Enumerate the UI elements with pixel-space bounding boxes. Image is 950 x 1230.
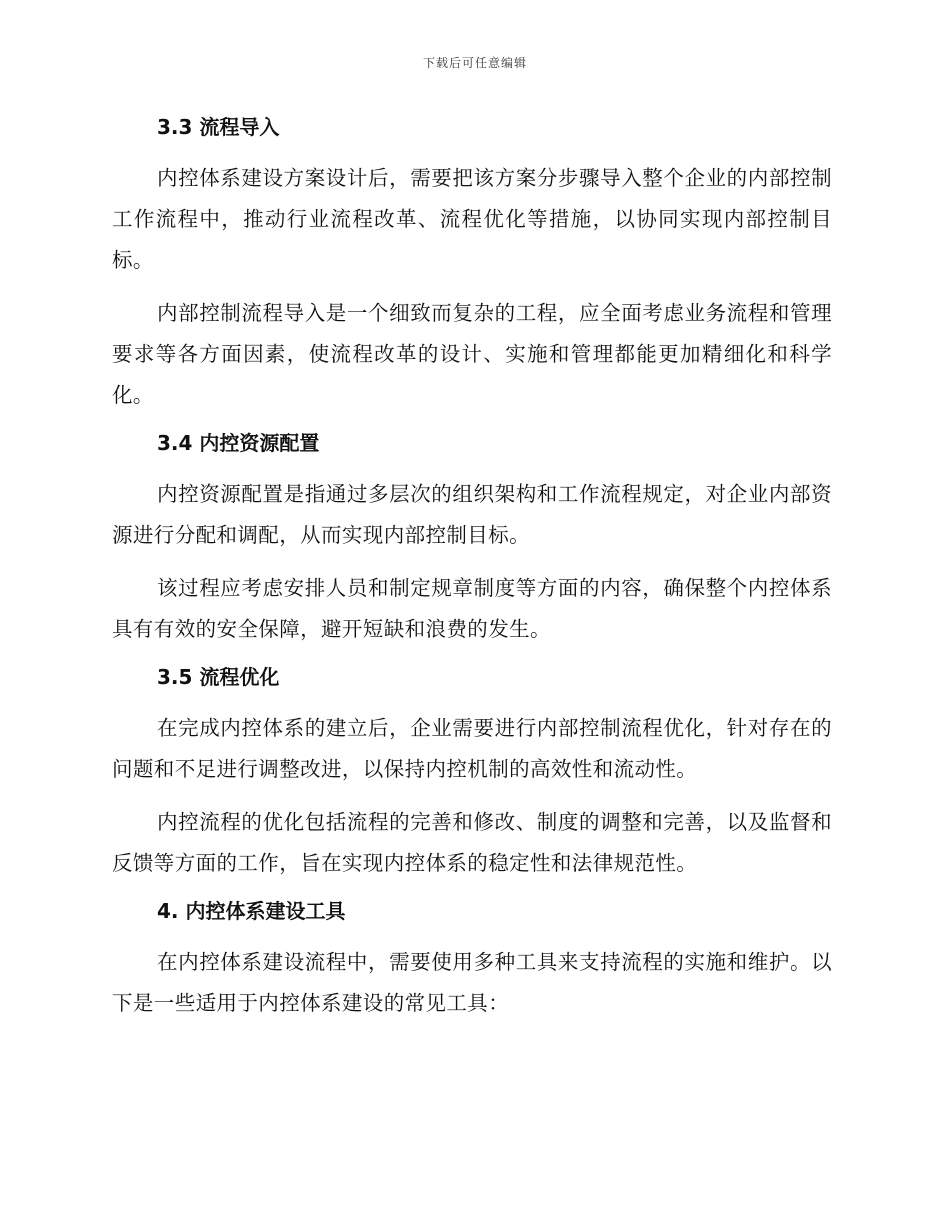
section-3-3	[112, 112, 832, 416]
section-heading: 3.4 内控资源配置	[157, 431, 320, 455]
section-3-4	[112, 428, 832, 650]
page-header: 下载后可任意编辑	[422, 56, 527, 70]
paragraph: 内控体系建设方案设计后，需要把该方案分步骤导入整个企业的内部控制工作流程中，推动行业流程改革、流程优化等措施，以协同实现内部控制目标。	[112, 166, 832, 272]
paragraph: 在内控体系建设流程中，需要使用多种工具来支持流程的实施和维护。以下是一些适用于内控体系建设的常见工具：	[112, 950, 832, 1015]
section-3-5	[112, 662, 832, 884]
paragraph: 内控流程的优化包括流程的完善和修改、制度的调整和完善，以及监督和反馈等方面的工作，旨在实现内控体系的稳定性和法律规范性。	[112, 810, 832, 875]
paragraph: 内控资源配置是指通过多层次的组织架构和工作流程规定，对企业内部资源进行分配和调配，从而实现内部控制目标。	[112, 482, 832, 547]
section-heading: 3.3 流程导入	[157, 115, 280, 139]
section-heading: 3.5 流程优化	[157, 665, 280, 689]
paragraph: 在完成内控体系的建立后，企业需要进行内部控制流程优化，针对存在的问题和不足进行调整改进，以保持内控机制的高效性和流动性。	[112, 716, 832, 781]
section-4	[112, 896, 832, 1024]
paragraph: 该过程应考虑安排人员和制定规章制度等方面的内容，确保整个内控体系具有有效的安全保障，避开短缺和浪费的发生。	[112, 576, 832, 641]
document-body	[112, 112, 832, 1036]
paragraph: 内部控制流程导入是一个细致而复杂的工程，应全面考虑业务流程和管理要求等各方面因素，使流程改革的设计、实施和管理都能更加精细化和科学化。	[112, 301, 832, 407]
section-heading: 4. 内控体系建设工具	[157, 899, 346, 923]
